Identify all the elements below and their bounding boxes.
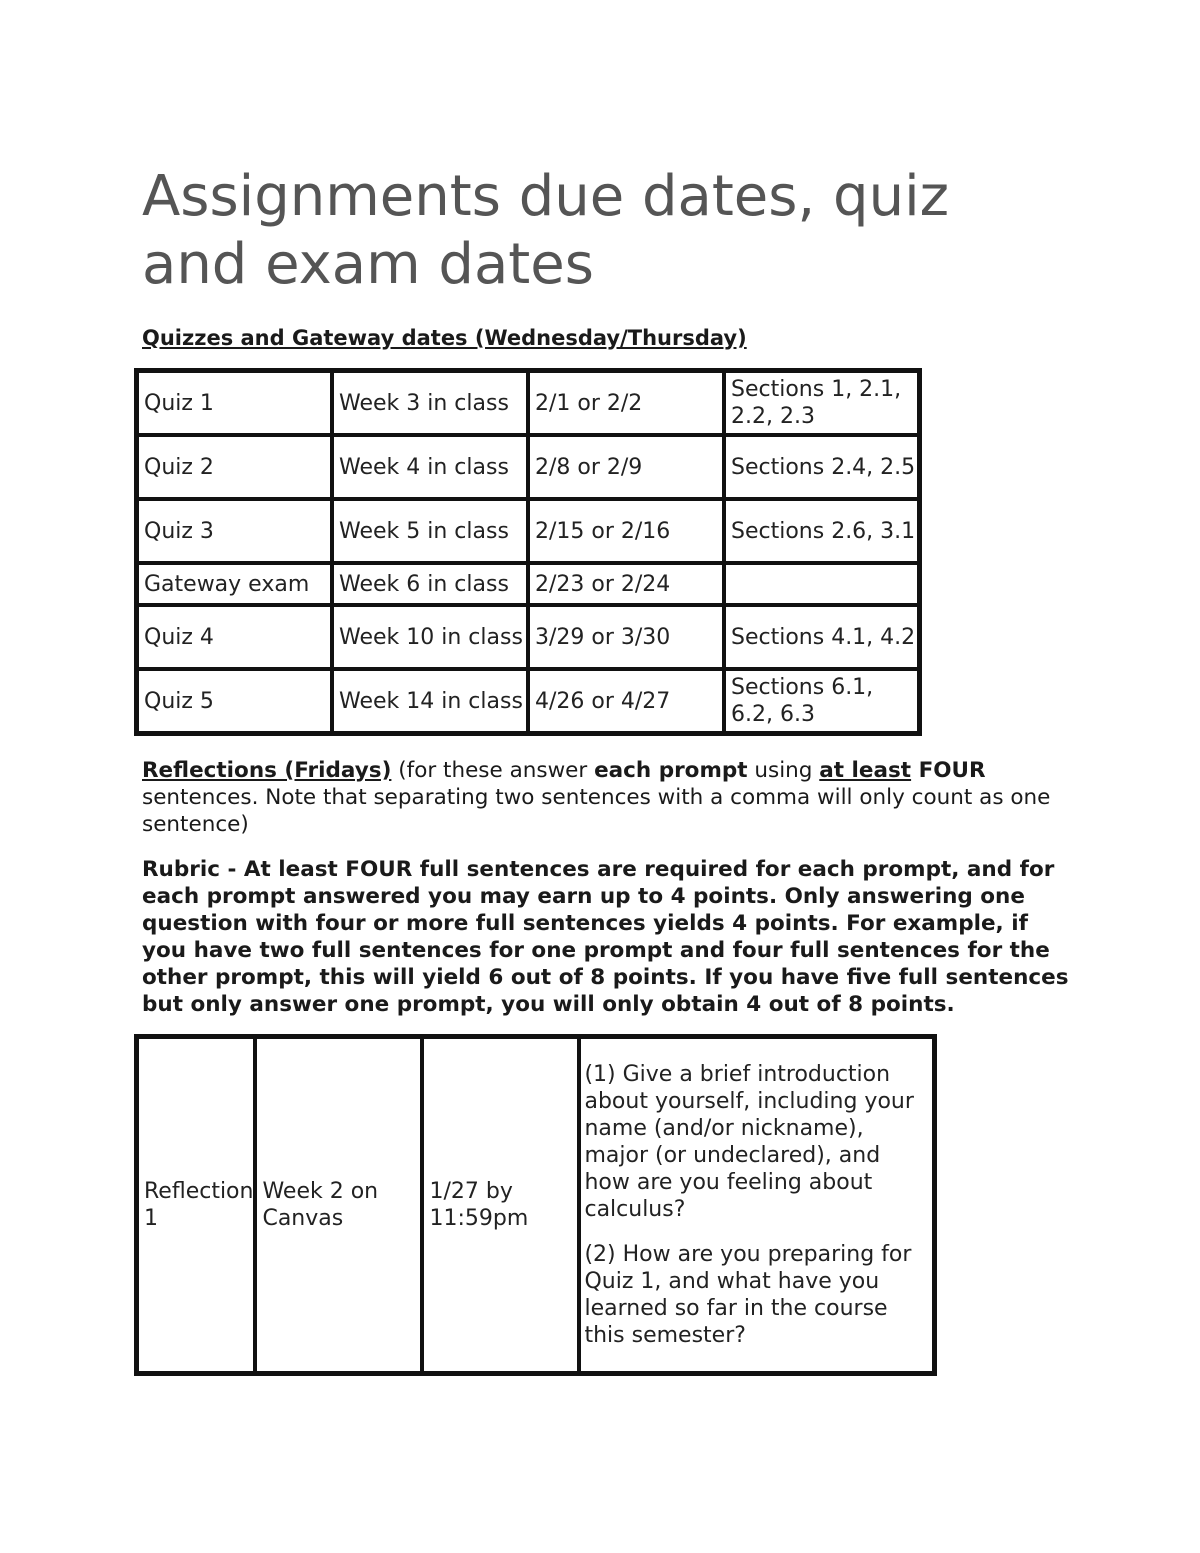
quiz-dates-cell: 2/23 or 2/24 bbox=[528, 563, 724, 605]
reflections-emphasis-four: FOUR bbox=[911, 758, 986, 783]
reflections-emphasis-each-prompt: each prompt bbox=[594, 758, 748, 783]
reflections-emphasis-at-least: at least bbox=[819, 758, 912, 783]
reflections-intro-text: using bbox=[747, 758, 820, 783]
table-row bbox=[137, 563, 919, 605]
quiz-dates-cell: 2/8 or 2/9 bbox=[528, 435, 724, 499]
reflection-due-cell: 1/27 by 11:59pm bbox=[422, 1037, 579, 1373]
quiz-dates-cell: 2/1 or 2/2 bbox=[528, 371, 724, 435]
quiz-dates-cell: 3/29 or 3/30 bbox=[528, 605, 724, 669]
reflection-name-cell: Reflection 1 bbox=[137, 1037, 255, 1373]
quiz-name-cell: Quiz 3 bbox=[137, 499, 332, 563]
quiz-name-cell: Quiz 5 bbox=[137, 669, 332, 733]
quiz-name-cell: Quiz 2 bbox=[137, 435, 332, 499]
quiz-sections-cell bbox=[724, 563, 919, 605]
reflection-prompts-cell bbox=[579, 1037, 934, 1373]
rubric-paragraph: Rubric - At least FOUR full sentences are required for each prompt, and for each prompt answered you may earn up to 4 points. Only answering one question with four or more full sentences yields 4 points. For example, if you have two full sentences for one prompt and four full sentences for the other prompt, this will yield 6 out of 8 points. If you have five full sentences but only answer one prompt, you will only obtain 4 out of 8 points. bbox=[142, 857, 1069, 1017]
reflections-paragraph bbox=[142, 757, 1072, 838]
table-row bbox=[137, 1037, 934, 1373]
quizzes-heading: Quizzes and Gateway dates (Wednesday/Thursday) bbox=[142, 326, 747, 350]
reflections-intro-text: sentences. Note that separating two sentences with a comma will only count as one sentence) bbox=[142, 785, 1051, 837]
table-row bbox=[137, 371, 919, 435]
reflections-intro-text: (for these answer bbox=[391, 758, 595, 783]
reflections-heading: Reflections (Fridays) bbox=[142, 758, 392, 783]
quiz-sections-cell: Sections 4.1, 4.2 bbox=[724, 605, 919, 669]
quiz-dates-cell: 4/26 or 4/27 bbox=[528, 669, 724, 733]
quiz-week-cell: Week 3 in class bbox=[332, 371, 528, 435]
reflection-prompt-1: (1) Give a brief introduction about yourself, including your name (and/or nickname), major (or undeclared), and how are you feeling about calculus? bbox=[584, 1062, 914, 1222]
quiz-week-cell: Week 10 in class bbox=[332, 605, 528, 669]
quiz-sections-cell: Sections 6.1, 6.2, 6.3 bbox=[724, 669, 919, 733]
page-title: Assignments due dates, quiz and exam dates bbox=[142, 164, 950, 297]
quiz-name-cell: Quiz 1 bbox=[137, 371, 332, 435]
reflection-week-cell: Week 2 on Canvas bbox=[255, 1037, 422, 1373]
table-row bbox=[137, 499, 919, 563]
table-row bbox=[137, 605, 919, 669]
document-page bbox=[142, 163, 1072, 1376]
quiz-week-cell: Week 14 in class bbox=[332, 669, 528, 733]
quiz-name-cell: Quiz 4 bbox=[137, 605, 332, 669]
table-row bbox=[137, 669, 919, 733]
quiz-sections-cell: Sections 2.4, 2.5 bbox=[724, 435, 919, 499]
quiz-dates-cell: 2/15 or 2/16 bbox=[528, 499, 724, 563]
quiz-week-cell: Week 6 in class bbox=[332, 563, 528, 605]
quiz-name-cell: Gateway exam bbox=[137, 563, 332, 605]
quiz-sections-cell: Sections 2.6, 3.1 bbox=[724, 499, 919, 563]
quiz-week-cell: Week 5 in class bbox=[332, 499, 528, 563]
quiz-sections-cell: Sections 1, 2.1, 2.2, 2.3 bbox=[724, 371, 919, 435]
reflection-prompt-2: (2) How are you preparing for Quiz 1, and what have you learned so far in the course this semester? bbox=[584, 1242, 912, 1348]
quiz-schedule-table bbox=[134, 368, 922, 736]
table-row bbox=[137, 435, 919, 499]
reflection-schedule-table bbox=[134, 1034, 937, 1376]
quiz-week-cell: Week 4 in class bbox=[332, 435, 528, 499]
